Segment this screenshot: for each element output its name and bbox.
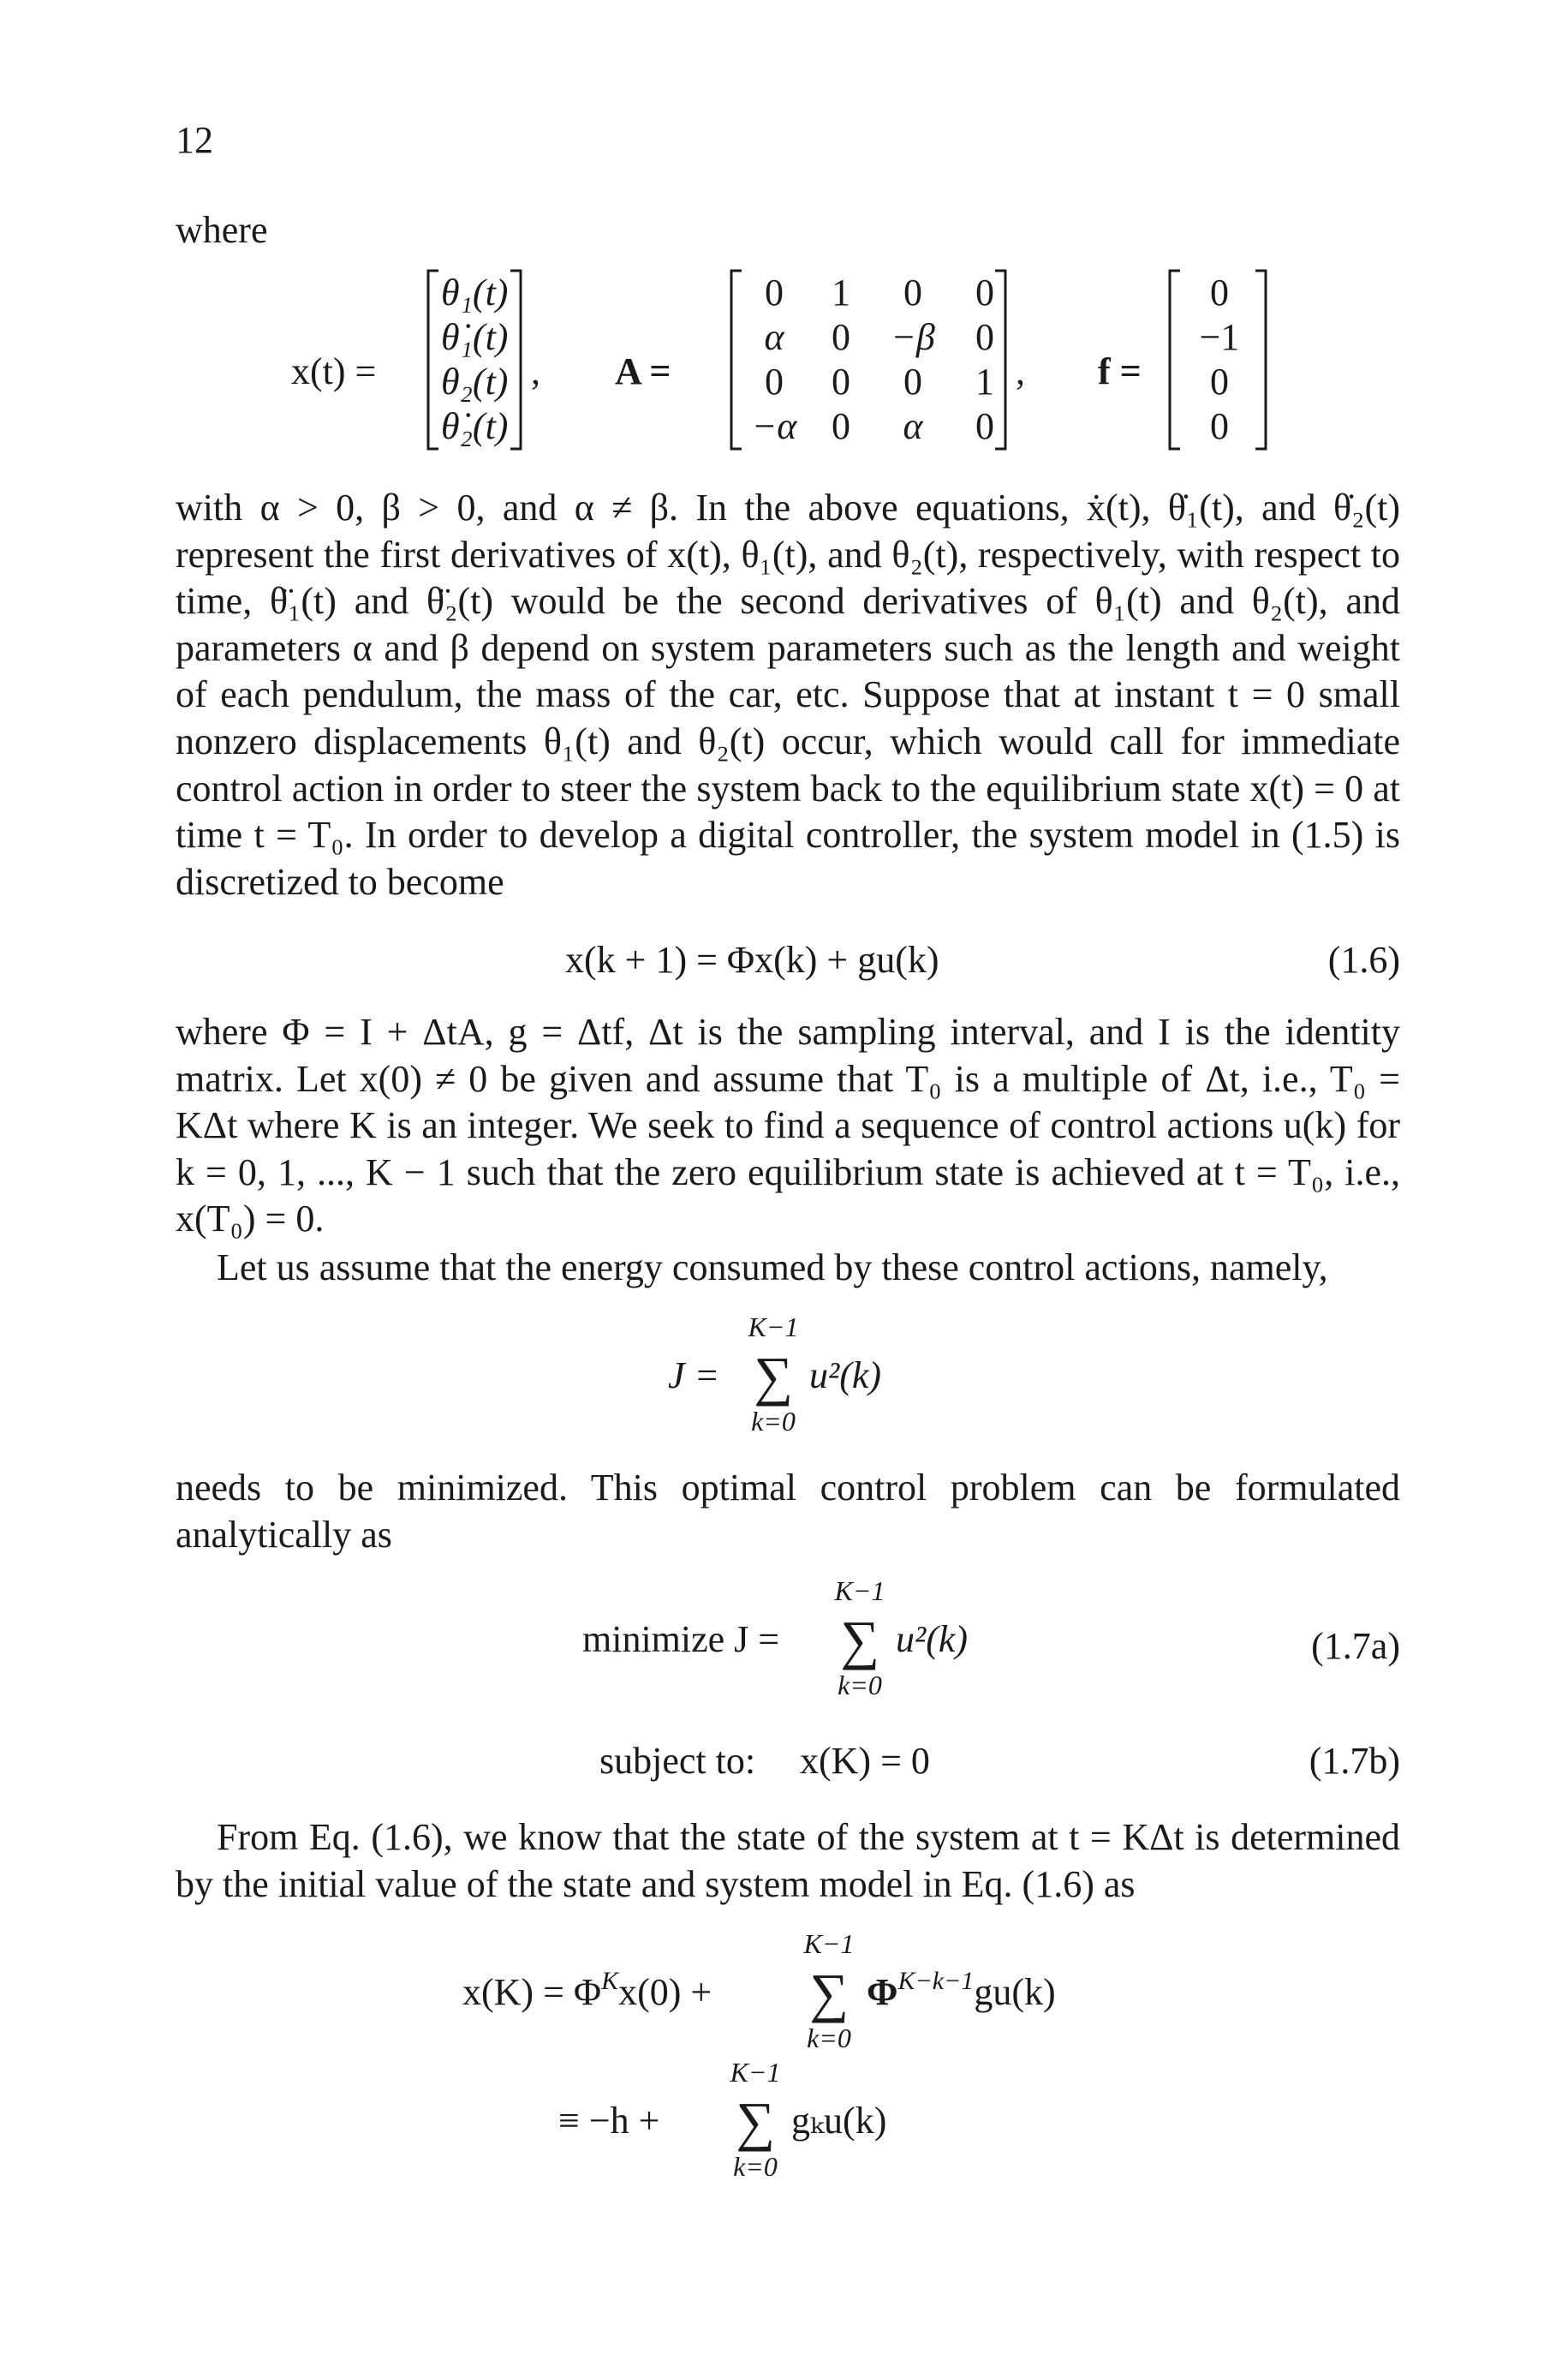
f-entry: 0: [1210, 361, 1229, 403]
equation-1-6: x(k + 1) = Φx(k) + gu(k): [565, 939, 939, 981]
xK-summand-sup: K−k−1: [897, 1967, 975, 1995]
x-entry: θ̇₁(t): [441, 316, 509, 358]
f-bracket-left: [1170, 271, 1180, 449]
A-cell: 0: [903, 272, 922, 314]
sum-upper: K−1: [748, 1311, 799, 1342]
xK-line1-a: x(K) = Φ: [462, 1971, 602, 2013]
sum-sign: ∑: [754, 1346, 793, 1407]
eq-1-7a-summand: u²(k): [896, 1618, 969, 1660]
A-label: A =: [615, 350, 671, 392]
A-cell: 0: [832, 316, 850, 358]
J-summand: u²(k): [809, 1354, 882, 1396]
x-bracket-left: [428, 271, 438, 449]
equation-number-1-7b: (1.7b): [1309, 1740, 1400, 1782]
xK-line1-summand: [867, 1967, 1056, 2013]
x-entry: θ₂(t): [441, 361, 509, 403]
xK-line2-summand: gₖu(k): [791, 2100, 887, 2142]
separator: ,: [531, 350, 540, 392]
paragraph-4: needs to be minimized. This optimal control problem can be formulated analytically as: [176, 1467, 1400, 1556]
equation-1-7b-prefix: subject to:: [599, 1740, 756, 1782]
xK-line1-sup: K: [601, 1967, 619, 1995]
A-cell: 0: [832, 405, 850, 447]
equation-xK: [0, 1919, 1568, 2193]
equation-1-7b: x(K) = 0: [800, 1740, 930, 1782]
equation-number-1-6: (1.6): [1327, 939, 1400, 981]
page-number: 12: [176, 119, 213, 161]
x-bracket-right: [510, 271, 521, 449]
xK-summand-b: gu(k): [974, 1971, 1056, 2013]
f-entry: 0: [1210, 405, 1229, 447]
equation-number-1-7a: (1.7a): [1311, 1625, 1400, 1667]
xK-line1-lhs: [462, 1967, 712, 2013]
sum-lower: k=0: [733, 2151, 778, 2182]
sum-sign: ∑: [736, 2091, 775, 2152]
x-entry: θ̇₂(t): [441, 405, 509, 447]
f-entry: −1: [1199, 316, 1240, 358]
x-entry: θ₁(t): [441, 272, 509, 314]
A-cell: −β: [891, 316, 935, 358]
sum-sign: ∑: [809, 1963, 849, 2023]
A-cell: 0: [765, 361, 784, 403]
sum-lower: k=0: [751, 1406, 796, 1437]
A-cell: 0: [975, 316, 994, 358]
sum-lower: k=0: [807, 2022, 851, 2053]
sum-upper: K−1: [803, 1928, 855, 1959]
xK-summand-a: Φ: [867, 1971, 898, 2013]
A-cell: −α: [751, 405, 797, 447]
A-cell: 0: [975, 272, 994, 314]
f-entry: 0: [1210, 272, 1229, 314]
sum-sign: ∑: [840, 1610, 879, 1670]
A-cell: α: [903, 405, 923, 447]
equation-J: [0, 1311, 1568, 1448]
separator: ,: [1016, 350, 1025, 392]
sum-upper: K−1: [730, 2057, 781, 2088]
xK-line2-a: ≡ −h +: [558, 2100, 660, 2142]
paragraph-3: Let us assume that the energy consumed by these control actions, namely,: [217, 1246, 1328, 1288]
A-cell: α: [764, 316, 784, 358]
A-bracket-right: [995, 271, 1005, 449]
J-lhs: J =: [668, 1354, 720, 1396]
A-cell: 1: [832, 272, 850, 314]
sum-lower: k=0: [838, 1670, 882, 1700]
intro-where: where: [176, 209, 268, 251]
A-cell: 1: [975, 361, 994, 403]
matrix-definitions: [0, 257, 1568, 488]
sum-upper: K−1: [834, 1575, 885, 1606]
f-bracket-right: [1255, 271, 1266, 449]
eq-1-7a-prefix: minimize J =: [582, 1618, 780, 1660]
A-cell: 0: [903, 361, 922, 403]
x-label: x(t) =: [291, 350, 377, 392]
xK-line1-b: x(0) +: [618, 1971, 712, 2013]
f-label: f =: [1098, 350, 1142, 392]
paragraph-5: From Eq. (1.6), we know that the state of the system at t = KΔt is determined by the initial value of the state and system model in Eq. (1.6) as: [176, 1816, 1400, 1905]
A-cell: 0: [832, 361, 850, 403]
A-cell: 0: [975, 405, 994, 447]
A-cell: 0: [765, 272, 784, 314]
paragraph-2: where Φ = I + ΔtA, g = Δtf, Δt is the sampling interval, and I is the identity matrix. Let x(0) ≠ 0 be given and assume that T₀ is a multiple of Δt, i.e., T₀ = KΔt where K is an integer. We seek to find a sequence of control actions u(k) for k = 0, 1, ..., K − 1 such that the zero equilibrium state is achieved at t = T₀, i.e., x(T₀) = 0.: [176, 1011, 1400, 1240]
paragraph-1: with α > 0, β > 0, and α ≠ β. In the above equations, ẋ(t), θ̇₁(t), and θ̇₂(t) represent the first derivatives of x(t), θ₁(t), and θ₂(t), respectively, with respect to time, θ̈₁(t) and θ̈₂(t) would be the second derivatives of θ₁(t) and θ₂(t), and parameters α and β depend on system parameters such as the length and weight of each pendulum, the mass of the car, etc. Suppose that at instant t = 0 small nonzero displacements θ₁(t) and θ₂(t) occur, which would call for immediate control action in order to steer the system back to the equilibrium state x(t) = 0 at time t = T₀. In order to develop a digital controller, the system model in (1.5) is discretized to become: [176, 487, 1400, 903]
A-bracket-left: [731, 271, 742, 449]
